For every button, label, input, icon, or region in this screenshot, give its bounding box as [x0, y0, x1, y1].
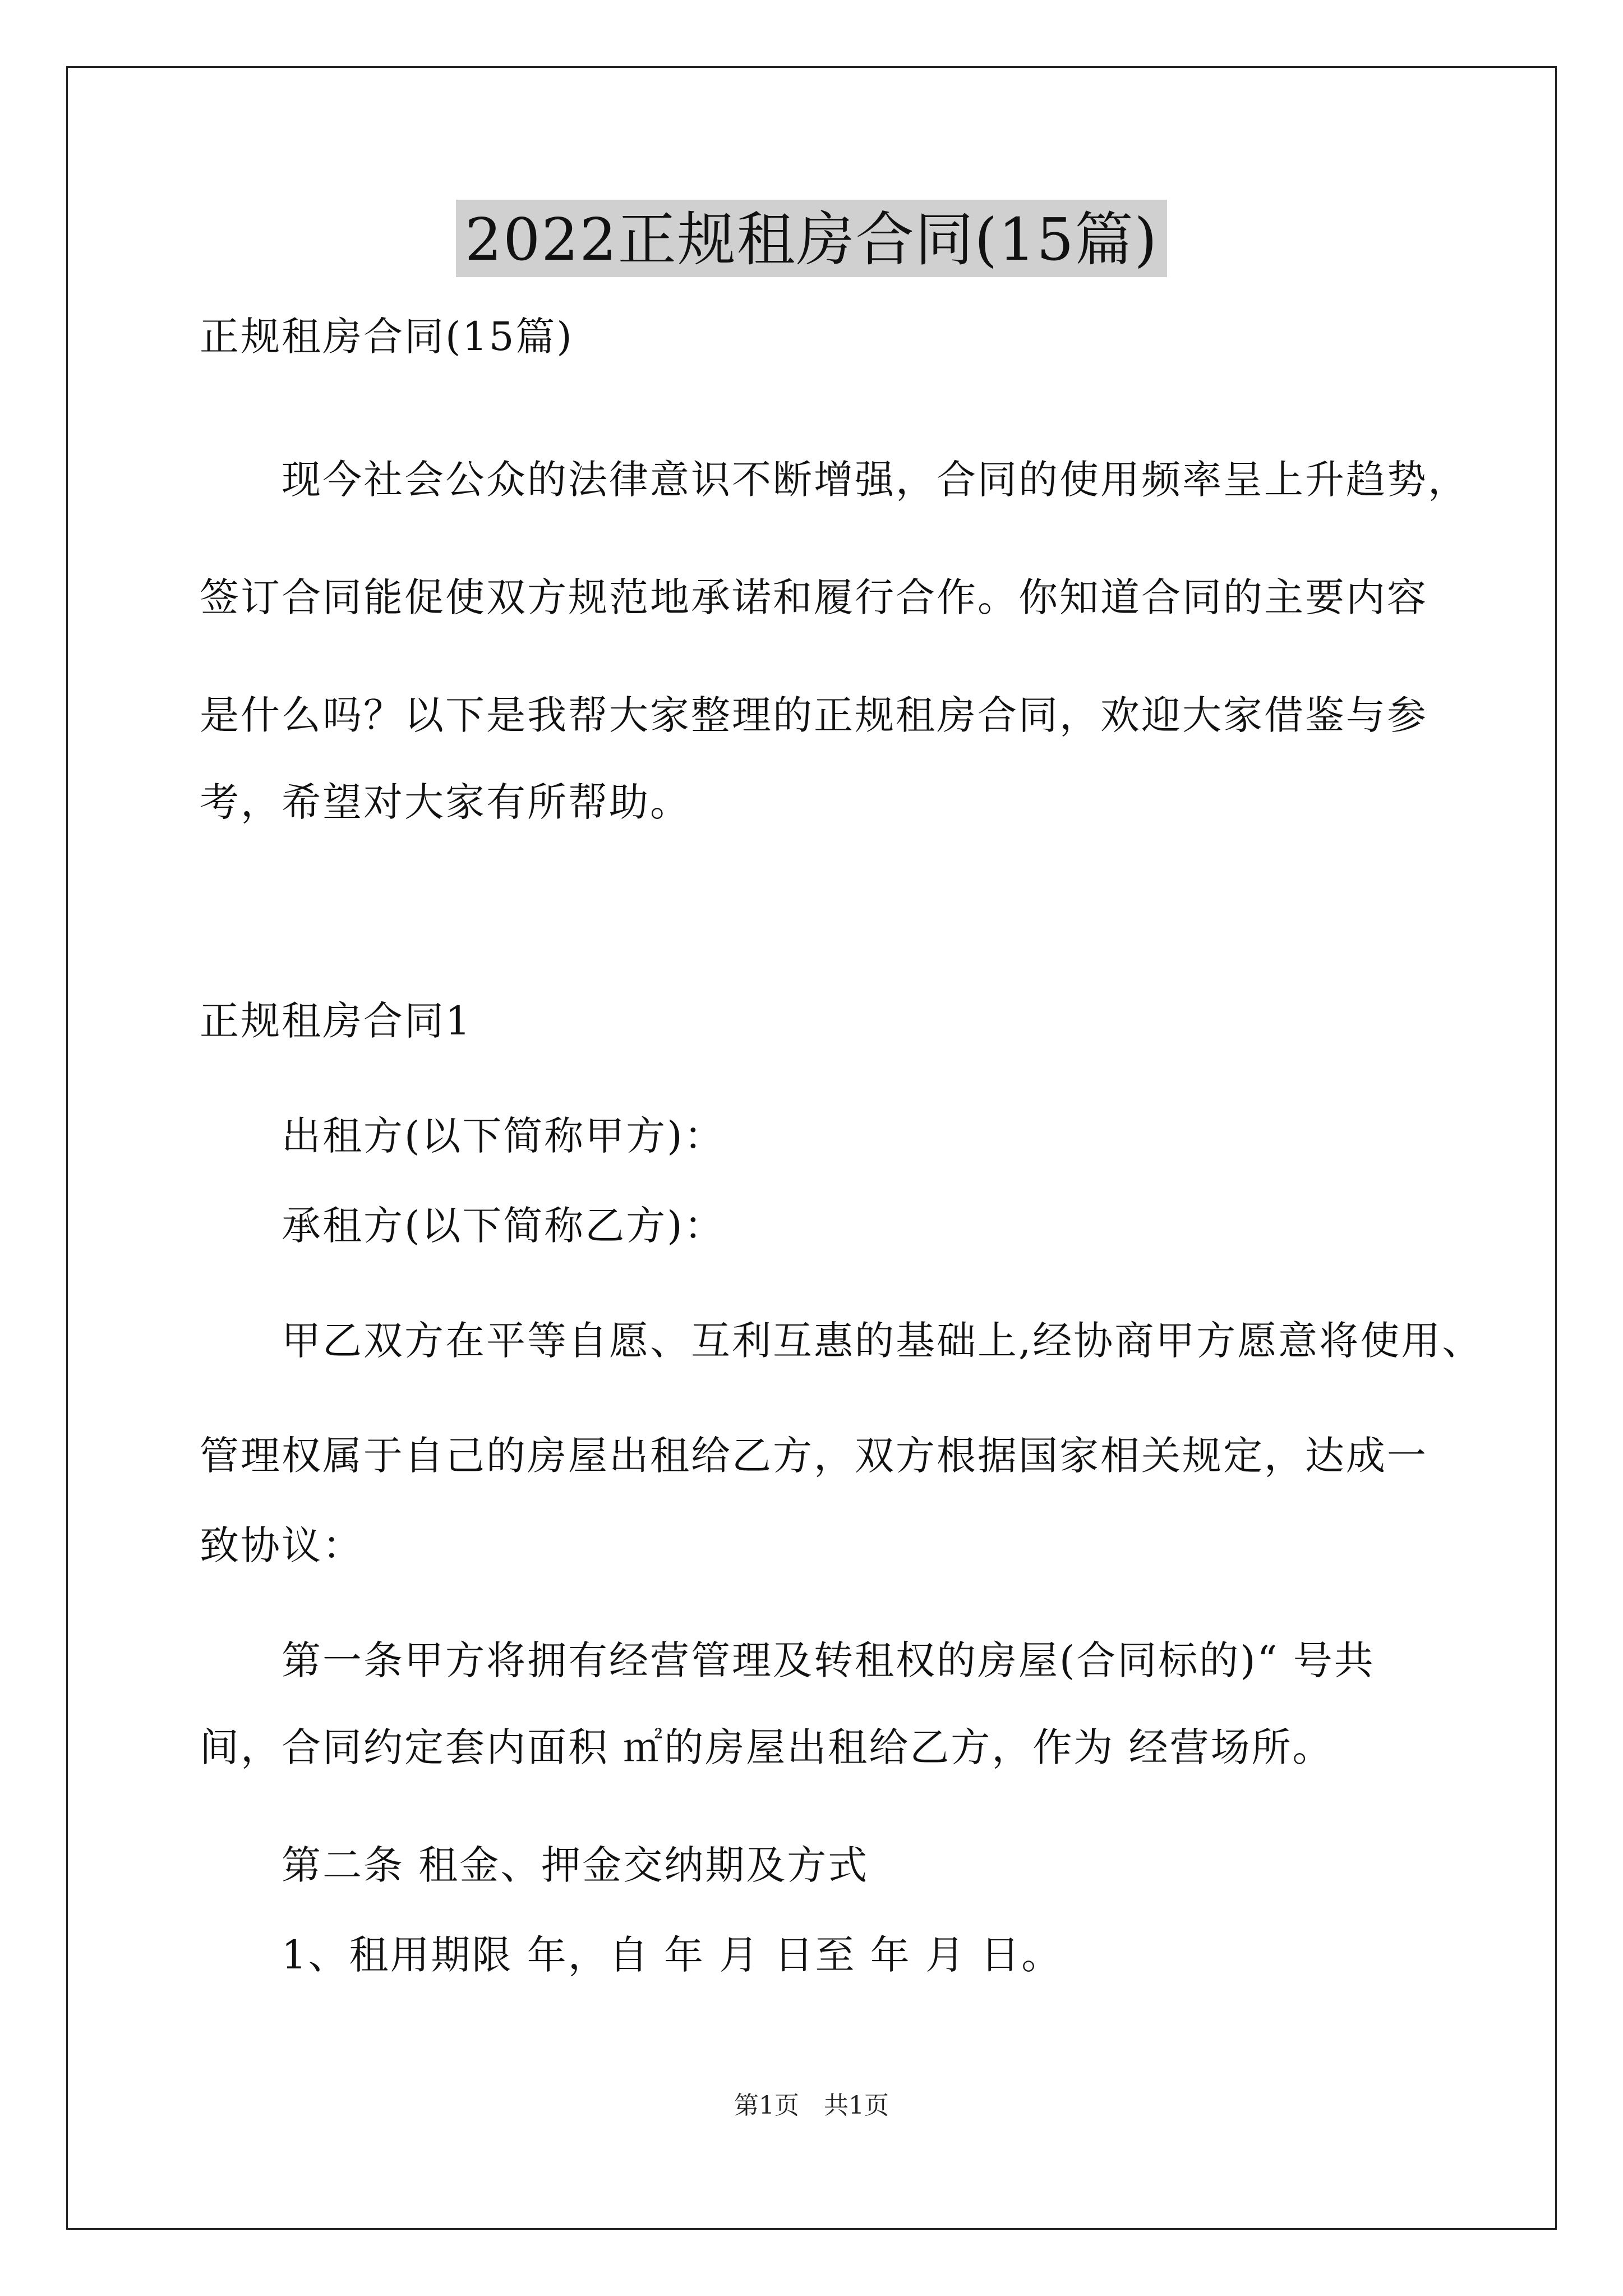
intro-line-1: 现今社会公众的法律意识不断增强，合同的使用频率呈上升趋势， [282, 457, 1469, 503]
document-subtitle: 正规租房合同(15篇) [200, 314, 574, 360]
intro-line-2: 签订合同能促使双方规范地承诺和履行合作。你知道合同的主要内容 [200, 574, 1428, 620]
article-two-heading: 第二条 租金、押金交纳期及方式 [282, 1842, 869, 1888]
agreement-line-3: 致协议： [200, 1522, 363, 1568]
lease-term-line: 1、租用期限 年，自 年 月 日至 年 月 日。 [282, 1932, 1063, 1978]
article-one-line-1: 第一条甲方将拥有经营管理及转租权的房屋(合同标的)“ 号共 [282, 1637, 1375, 1683]
intro-line-4: 考，希望对大家有所帮助。 [200, 779, 691, 825]
agreement-line-1: 甲乙双方在平等自愿、互利互惠的基础上,经协商甲方愿意将使用、 [282, 1318, 1483, 1364]
lessee-line: 承租方(以下简称乙方)： [282, 1203, 725, 1249]
lessor-line: 出租方(以下简称甲方)： [282, 1113, 725, 1159]
intro-line-3: 是什么吗？以下是我帮大家整理的正规租房合同，欢迎大家借鉴与参 [200, 692, 1428, 738]
article-one-line-2: 间，合同约定套内面积 ㎡的房屋出租给乙方，作为 经营场所。 [200, 1724, 1334, 1770]
document-title: 2022正规租房合同(15篇) [456, 200, 1167, 277]
page-footer: 第1页 共1页 [734, 2091, 889, 2120]
title-container [0, 200, 1623, 277]
section-heading: 正规租房合同1 [200, 998, 472, 1044]
agreement-line-2: 管理权属于自己的房屋出租给乙方，双方根据国家相关规定，达成一 [200, 1433, 1428, 1479]
